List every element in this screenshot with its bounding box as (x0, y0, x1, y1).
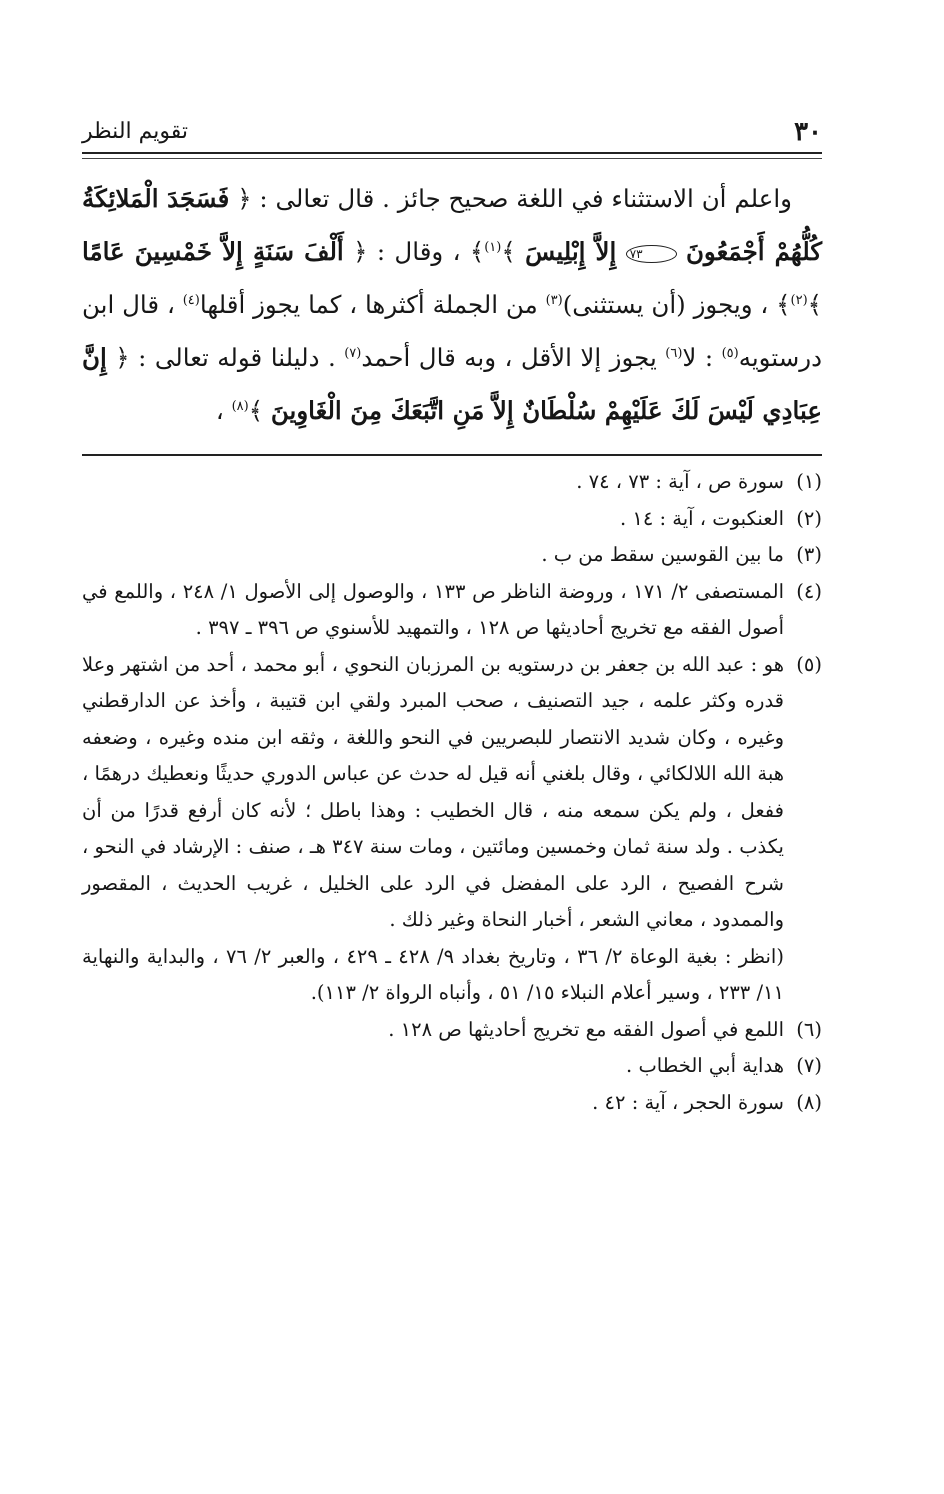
header-rule (82, 152, 822, 154)
footnote-item (82, 574, 822, 647)
footnote-reference: (٢) (790, 292, 808, 308)
footnote-text: هداية أبي الخطاب . (626, 1054, 784, 1077)
body-text: ﴾ (501, 237, 516, 266)
footnote-text: (انظر : بغية الوعاة ٢/ ٣٦ ، وتاريخ بغداد ٩/ ٤٢٨ ـ ٤٢٩ ، والعبر ٢/ ٧٦ ، والبداية والنهاية ١١/ ٢٣٣ ، وسير أعلام النبلاء ١٥/ ٥١ ، وأنباه الرواة ٢/ ١١٣). (82, 944, 784, 1004)
body-text: ، قال ابن درستويه (82, 290, 822, 372)
footnote-number: (٦) (796, 1017, 822, 1041)
footnote-continuation (82, 939, 822, 1012)
book-title: تقويم النظر (82, 119, 189, 144)
footnote-separator (82, 454, 822, 456)
body-text: من الجملة أكثرها ، كما يجوز أقلها (199, 290, 546, 319)
footnote-item (82, 647, 822, 939)
footnote-number: (٥) (796, 652, 822, 676)
footnote-item (82, 1012, 822, 1049)
quran-verse: أَلْفَ سَنَةٍ إِلاَّ خَمْسِينَ عَامًا (82, 237, 344, 266)
body-paragraph (82, 172, 822, 437)
footnote-item (82, 464, 822, 501)
body-text: ، (215, 396, 232, 425)
body-text: ﴾ ، وقال : ﴿ (343, 237, 485, 266)
verse-number-marker: ٧٣ (626, 245, 677, 263)
running-head (82, 112, 822, 152)
quran-verse: إِنَّ عِبَادِي لَيْسَ لَكَ عَلَيْهِمْ سُلْطَانٌ إِلاَّ مَنِ اتَّبَعَكَ مِنَ الْغَاوِينَ (82, 343, 822, 425)
footnote-text: المستصفى ٢/ ١٧١ ، وروضة الناظر ص ١٣٣ ، والوصول إلى الأصول ١/ ٢٤٨ ، واللمع في أصول الفقه مع تخريج أحاديثها ص ١٢٨ ، والتمهيد للأسنوي ص ٣٩٦ ـ ٣٩٧ . (82, 579, 785, 639)
footnote-reference: (٨) (231, 398, 249, 414)
body-text: ﴾ (248, 396, 271, 425)
footnote-item (82, 501, 822, 538)
quran-verse: فَسَجَدَ الْمَلائِكَةُ كُلُّهُمْ أَجْمَعُونَ (82, 184, 822, 266)
footnote-reference: (٤) (182, 292, 200, 308)
footnote-number: (٧) (796, 1054, 822, 1077)
body-text: ﴾ (807, 290, 823, 319)
quran-verse: إِلاَّ إِبْلِيسَ (525, 237, 617, 266)
footnote-reference: (٦) (665, 345, 683, 361)
footnote-text: اللمع في أصول الفقه مع تخريج أحاديثها ص ١٢٨ . (388, 1017, 784, 1041)
footnote-item (82, 1048, 822, 1085)
body-text: . دليلنا قوله تعالى : ﴿ (106, 343, 345, 372)
main-text (82, 172, 822, 437)
footnote-item (82, 1085, 822, 1122)
footnotes (82, 464, 822, 1121)
footnote-reference: (٧) (344, 345, 362, 361)
footnote-number: (٤) (796, 579, 822, 603)
footnote-reference: (٣) (545, 292, 563, 308)
footnote-reference: (١) (484, 239, 502, 255)
footnote-reference: (٥) (721, 345, 739, 361)
footnote-number: (٣) (796, 543, 822, 566)
footnote-text: سورة الحجر ، آية : ٤٢ . (592, 1090, 784, 1114)
footnote-number: (٨) (796, 1090, 822, 1114)
body-text: واعلم أن الاستثناء في اللغة صحيح جائز . قال تعالى : ﴿ (229, 184, 792, 213)
footnote-text: العنكبوت ، آية : ١٤ . (619, 506, 784, 530)
footnote-text: ما بين القوسين سقط من ب . (541, 543, 784, 566)
footnote-text: هو : عبد الله بن جعفر بن درستويه بن المرزبان النحوي ، أبو محمد ، أحد من اشتهر وعلا قدره وكثر علمه ، جيد التصنيف ، صحب المبرد ولقي ابن قتيبة ، وأخذ عن الدارقطني وغيره ، وكان شديد الانتصار للبصريين في النحو واللغة ، وثقه ابن منده وغيره ، وضعفه هبة الله اللالكائي ، وقال بلغني أنه قيل له حدث عن عباس الدوري حديثًا ونعطيك درهمًا ، ففعل ، ولم يكن سمعه منه ، قال الخطيب : وهذا باطل ؛ لأنه كان أرفع قدرًا من أن يكذب . ولد سنة ثمان وخمسين ومائتين ، ومات سنة ٣٤٧ هـ ، صنف : الإرشاد في النحو ، شرح الفصيح ، الرد على المفضل في الرد على الخليل ، غريب الحديث ، المقصور والممدود ، معاني الشعر ، أخبار النحاة وغير ذلك . (82, 652, 784, 931)
header-rule-thin (82, 158, 822, 159)
body-text: : لا (682, 343, 722, 372)
body-text: ﴾ ، ويجوز (أن يستثنى) (562, 290, 791, 319)
footnote-number: (٢) (796, 506, 822, 530)
page-number: ٣٠ (794, 117, 822, 147)
footnote-item (82, 537, 822, 574)
footnote-number: (١) (796, 470, 822, 493)
footnote-text: سورة ص ، آية : ٧٣ ، ٧٤ . (576, 470, 784, 493)
body-text: يجوز إلا الأقل ، وبه قال أحمد (361, 343, 666, 372)
